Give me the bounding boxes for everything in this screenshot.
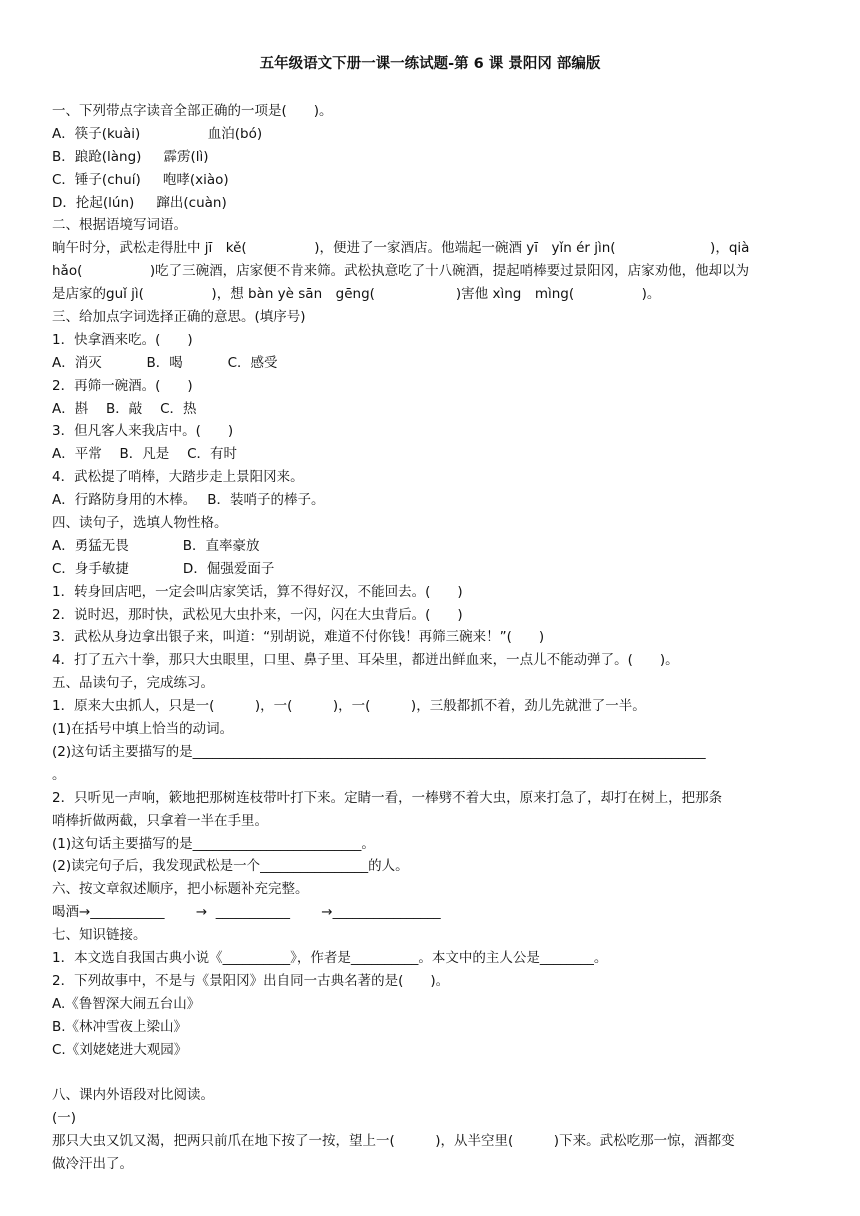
page-title: 五年级语文下册一课一练试题-第 6 课 景阳冈 部编版 <box>259 56 601 72</box>
text-line: A．平常 B．凡是 C．有时 <box>52 446 238 463</box>
text-line: 二、根据语境写词语。 <box>52 217 187 234</box>
text-line: 四、读句子，选填人物性格。 <box>52 515 228 532</box>
text-line: 七、知识链接。 <box>52 927 147 944</box>
text-line: C．身手敏捷 D．倔强爱面子 <box>52 560 275 577</box>
text-line: 。 <box>52 766 66 783</box>
text-line: 六、按文章叙述顺序，把小标题补充完整。 <box>52 881 309 898</box>
text-line: 1．快拿酒来吃。( ) <box>52 331 193 348</box>
text-line: 八、课内外语段对比阅读。 <box>52 1087 214 1104</box>
text-line: (1)在括号中填上恰当的动词。 <box>52 721 234 738</box>
text-line: 喝酒→___________ → ___________ →________________ <box>52 904 441 921</box>
text-line: 3．武松从身边拿出银子来，叫道：“别胡说，难道不付你钱！再筛三碗来！”( ) <box>52 629 545 646</box>
text-line: 2．再筛一碗酒。( ) <box>52 377 193 394</box>
text-line: 4．打了五六十拳，那只大虫眼里，口里、鼻子里、耳朵里，都迸出鲜血来，一点儿不能动弹了。( )。 <box>52 652 679 669</box>
text-line: 3．但凡客人来我店中。( ) <box>52 423 234 440</box>
blank-line <box>52 1061 808 1084</box>
text-line: (一) <box>52 1110 77 1127</box>
text-line: 1．原来大虫抓人，只是一( )，一( )，一( )，三般都抓不着，劲儿先就泄了一半。 <box>52 698 646 715</box>
text-line: hǎo( )吃了三碗酒，店家便不肯来筛。武松执意吃了十八碗酒，提起哨棒要过景阳冈，店家劝他，他却以为 <box>52 263 750 280</box>
text-line: 那只大虫又饥又渴，把两只前爪在地下按了一按，望上一( )，从半空里( )下来。武松吃那一惊，酒都变 <box>52 1133 735 1150</box>
text-line: 是店家的guǐ jì( )，想 bàn yè sān gēng( )害他 xìng mìng( )。 <box>52 286 661 303</box>
text-line: 2．说时迟，那时快，武松见大虫扑来，一闪，闪在大虫背后。( ) <box>52 606 463 623</box>
text-line: 做冷汗出了。 <box>52 1155 133 1172</box>
text-line: C.《刘姥姥进大观园》 <box>52 1041 188 1058</box>
text-line: 1．本文选自我国古典小说《__________》，作者是__________。本文中的主人公是________。 <box>52 949 608 966</box>
worksheet-body <box>52 100 808 1176</box>
text-line: 2．只听见一声响，簌地把那树连枝带叶打下来。定睛一看，一棒劈不着大虫，原来打急了，却打在树上，把那条 <box>52 789 723 806</box>
text-line: 三、给加点字词选择正确的意思。(填序号) <box>52 309 306 326</box>
text-line: A．行路防身用的木棒。 B．装哨子的棒子。 <box>52 492 325 509</box>
text-line: (2)这句话主要描写的是____________________________________________________________________________ <box>52 743 706 760</box>
text-line: 1．转身回店吧，一定会叫店家笑话，算不得好汉，不能回去。( ) <box>52 583 463 600</box>
text-line: (1)这句话主要描写的是_________________________。 <box>52 835 375 852</box>
text-line: 4．武松提了哨棒，大踏步走上景阳冈来。 <box>52 469 304 486</box>
text-line: A.《鲁智深大闹五台山》 <box>52 995 201 1012</box>
text-line: B.《林冲雪夜上梁山》 <box>52 1018 188 1035</box>
text-line: A．筷子(kuài) 血泊(bó) <box>52 125 263 142</box>
text-line: 晌午时分，武松走得肚中 jī kě( )，便进了一家酒店。他端起一碗酒 yī yǐn ér jìn( )，qià <box>52 240 750 257</box>
text-line: 哨棒折做两截，只拿着一半在手里。 <box>52 812 268 829</box>
text-line: B．踉跄(làng) 霹雳(lì) <box>52 148 209 165</box>
text-line: 五、品读句子，完成练习。 <box>52 675 214 692</box>
text-line: 一、下列带点字读音全部正确的一项是( )。 <box>52 103 333 119</box>
text-line: A．消灭 B．喝 C．感受 <box>52 354 278 371</box>
text-line: D．抡起(lún) 蹿出(cuàn) <box>52 194 227 211</box>
text-line: (2)读完句子后，我发现武松是一个________________的人。 <box>52 858 409 875</box>
text-line: 2．下列故事中，不是与《景阳冈》出自同一古典名著的是( )。 <box>52 972 450 989</box>
text-line: C．锤子(chuí) 咆哮(xiào) <box>52 171 229 188</box>
text-line: A．勇猛无畏 B．直率豪放 <box>52 537 260 554</box>
text-line: A．斟 B．敲 C．热 <box>52 400 197 417</box>
